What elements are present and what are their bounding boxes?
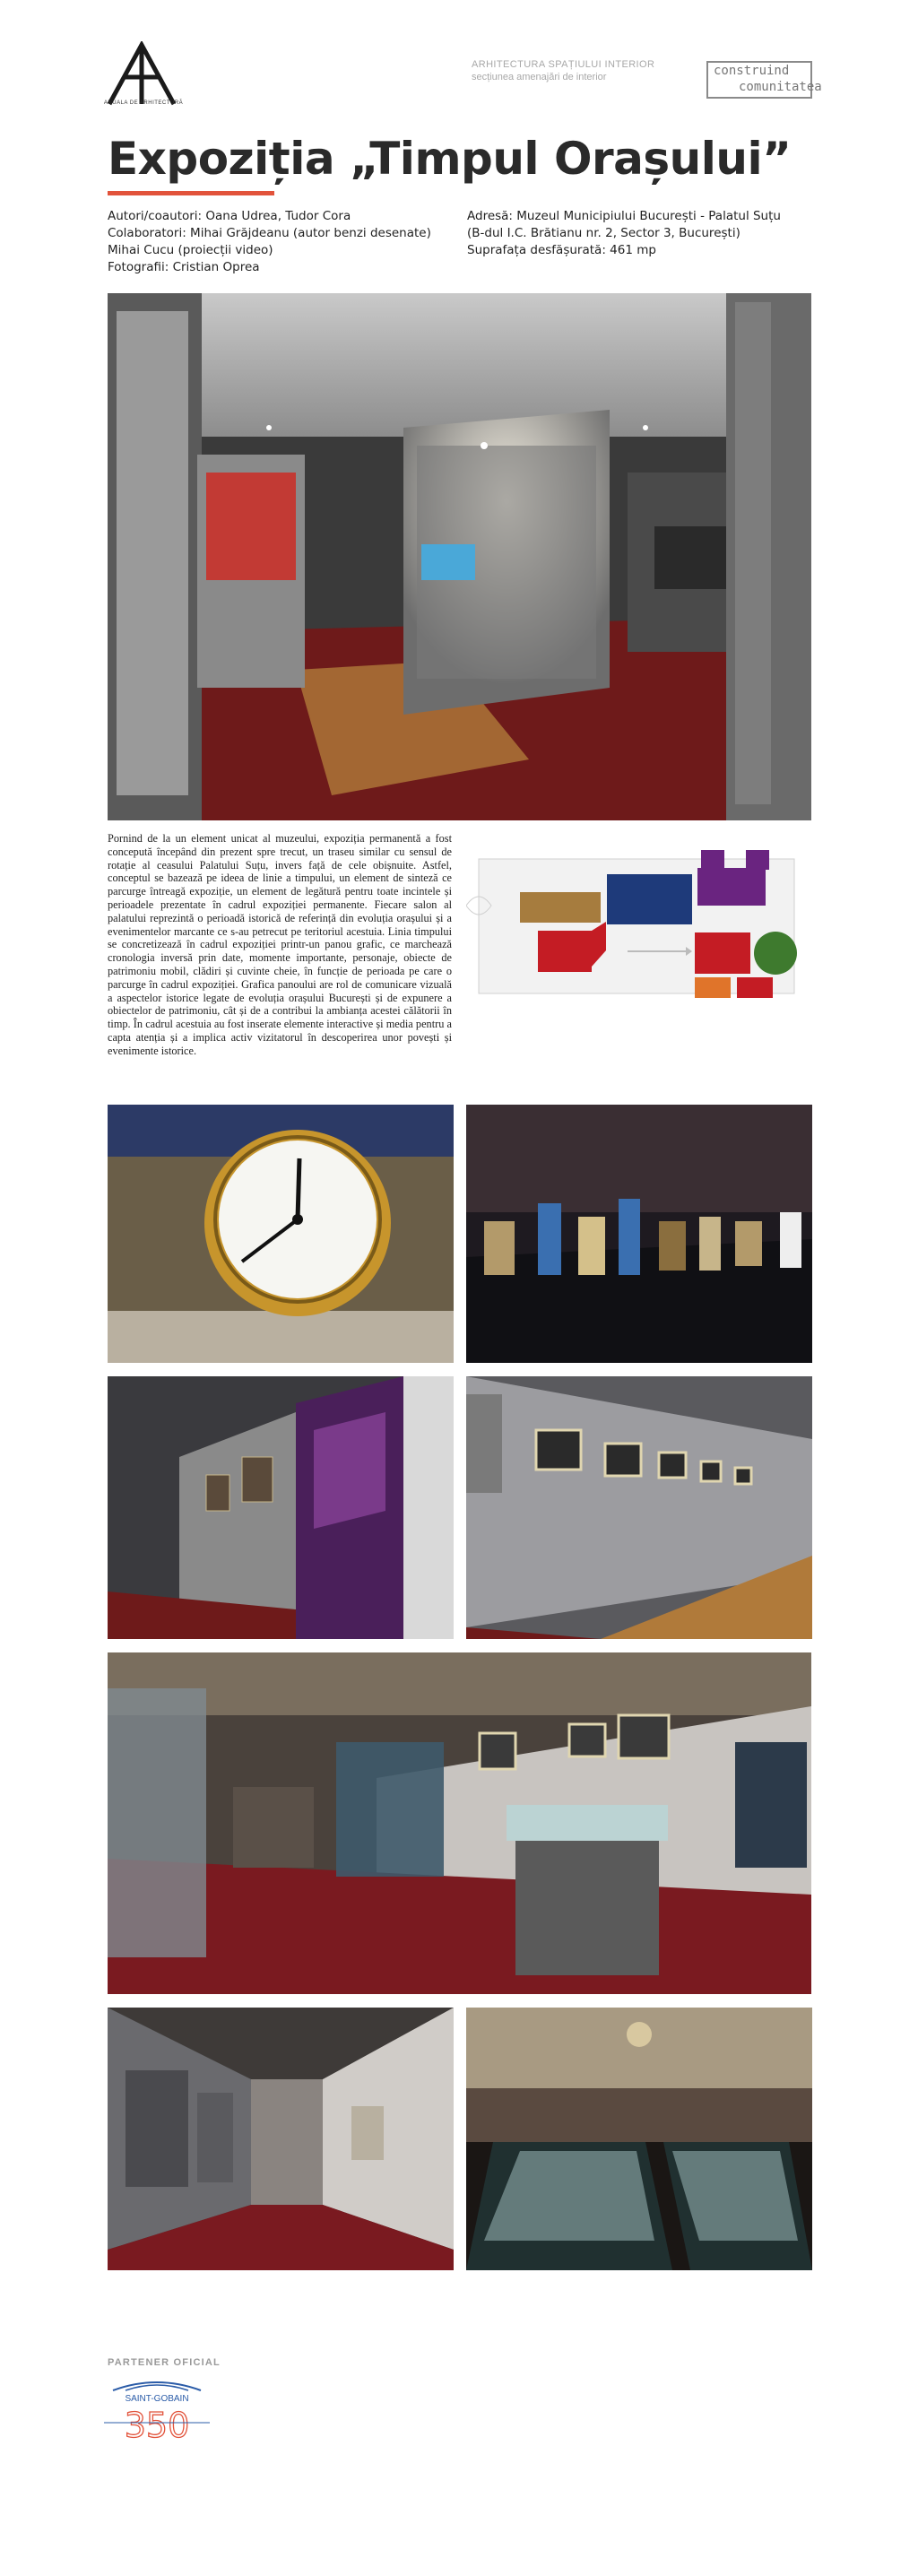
credit-line: Colaboratori: Mihai Grăjdeanu (autor benzi desenate) — [108, 226, 431, 240]
credits-right — [467, 208, 781, 259]
project-description: Pornind de la un element unicat al muzeului, expoziția permanentă a fost concepută începând din prezent spre trecut, un traseu similar cu sensul de rotație al ceasului Palatului Suțu, invers față de cele obișnuite. Astfel, conceptul se bazează pe ideea de linie a timpului, un element de sinteză ce parcurge întreagă expoziție, un element de legătură pentru toate incintele și perioadele prezentate în cadrul expoziției permanente. Fiecare salon al palatului reprezintă o perioadă istorică de referință din evoluția orașului și a evenimentelor marcante ce s-au petrecut pe teritoriul acestuia. Linia timpului se concretizează în cadrul expoziției printr-un panou grafic, ce marchează cronologia inversă prin date, momente importante, personaje, obiecte de patrimoniu mobil, clădiri și cuvinte cheie, în funcție de perioada pe care o parcurge în cadrul expoziției. Grafica panoului are rol de comunicare vizuală a aspectelor istorice legate de evoluția orașului București și de expunere a obiectelor de patrimoniu, cât și de a contribui la ambianța acestei călătorii în timp. În cadrul acestuia au fost inserate elemente interactive și media pentru a capta atenția și a implica activ vizitatorul în descoperirea unor povești și evenimente istorice. — [108, 832, 452, 1057]
corridor-photo — [108, 2008, 454, 2270]
partner-label: PARTENER OFICIAL — [108, 2357, 221, 2368]
clocks-display-photo — [466, 1105, 812, 1363]
cc-line-2: comunitatea — [739, 80, 822, 94]
title-underline — [108, 191, 274, 195]
hero-photo — [108, 293, 811, 820]
area-line: Suprafața desfășurată: 461 mp — [467, 243, 656, 257]
sg-number: 350 — [124, 2406, 190, 2441]
vitrines-photo — [466, 2008, 812, 2270]
logo-text: ANUALA DE ARHITECTURĂ — [103, 100, 184, 106]
saint-gobain-350-logo — [104, 2378, 210, 2441]
address-line: (B-dul I.C. Brătianu nr. 2, Sector 3, București) — [467, 226, 740, 240]
cc-line-1: construind — [714, 64, 790, 78]
page-title: Expoziția „Timpul Orașului” — [108, 133, 792, 185]
clock-photo — [108, 1105, 454, 1363]
construind-comunitatea-logo — [706, 61, 822, 99]
anuala-logo-icon — [106, 41, 178, 108]
floor-plan — [466, 843, 816, 1000]
address-line: Adresă: Muzeul Municipiului București - Palatul Suțu — [467, 209, 781, 223]
sg-name: SAINT-GOBAIN — [125, 2394, 189, 2404]
credits-left — [108, 208, 431, 276]
section-subtitle: secțiunea amenajări de interior — [472, 72, 607, 82]
purple-panel-photo — [108, 1376, 454, 1639]
section-title: ARHITECTURA SPAȚIULUI INTERIOR — [472, 59, 655, 70]
display-cases-photo — [108, 1652, 811, 1994]
credit-line: Mihai Cucu (proiecții video) — [108, 243, 273, 257]
framed-prints-photo — [466, 1376, 812, 1639]
credit-line: Fotografii: Cristian Oprea — [108, 260, 260, 274]
credit-line: Autori/coautori: Oana Udrea, Tudor Cora — [108, 209, 351, 223]
